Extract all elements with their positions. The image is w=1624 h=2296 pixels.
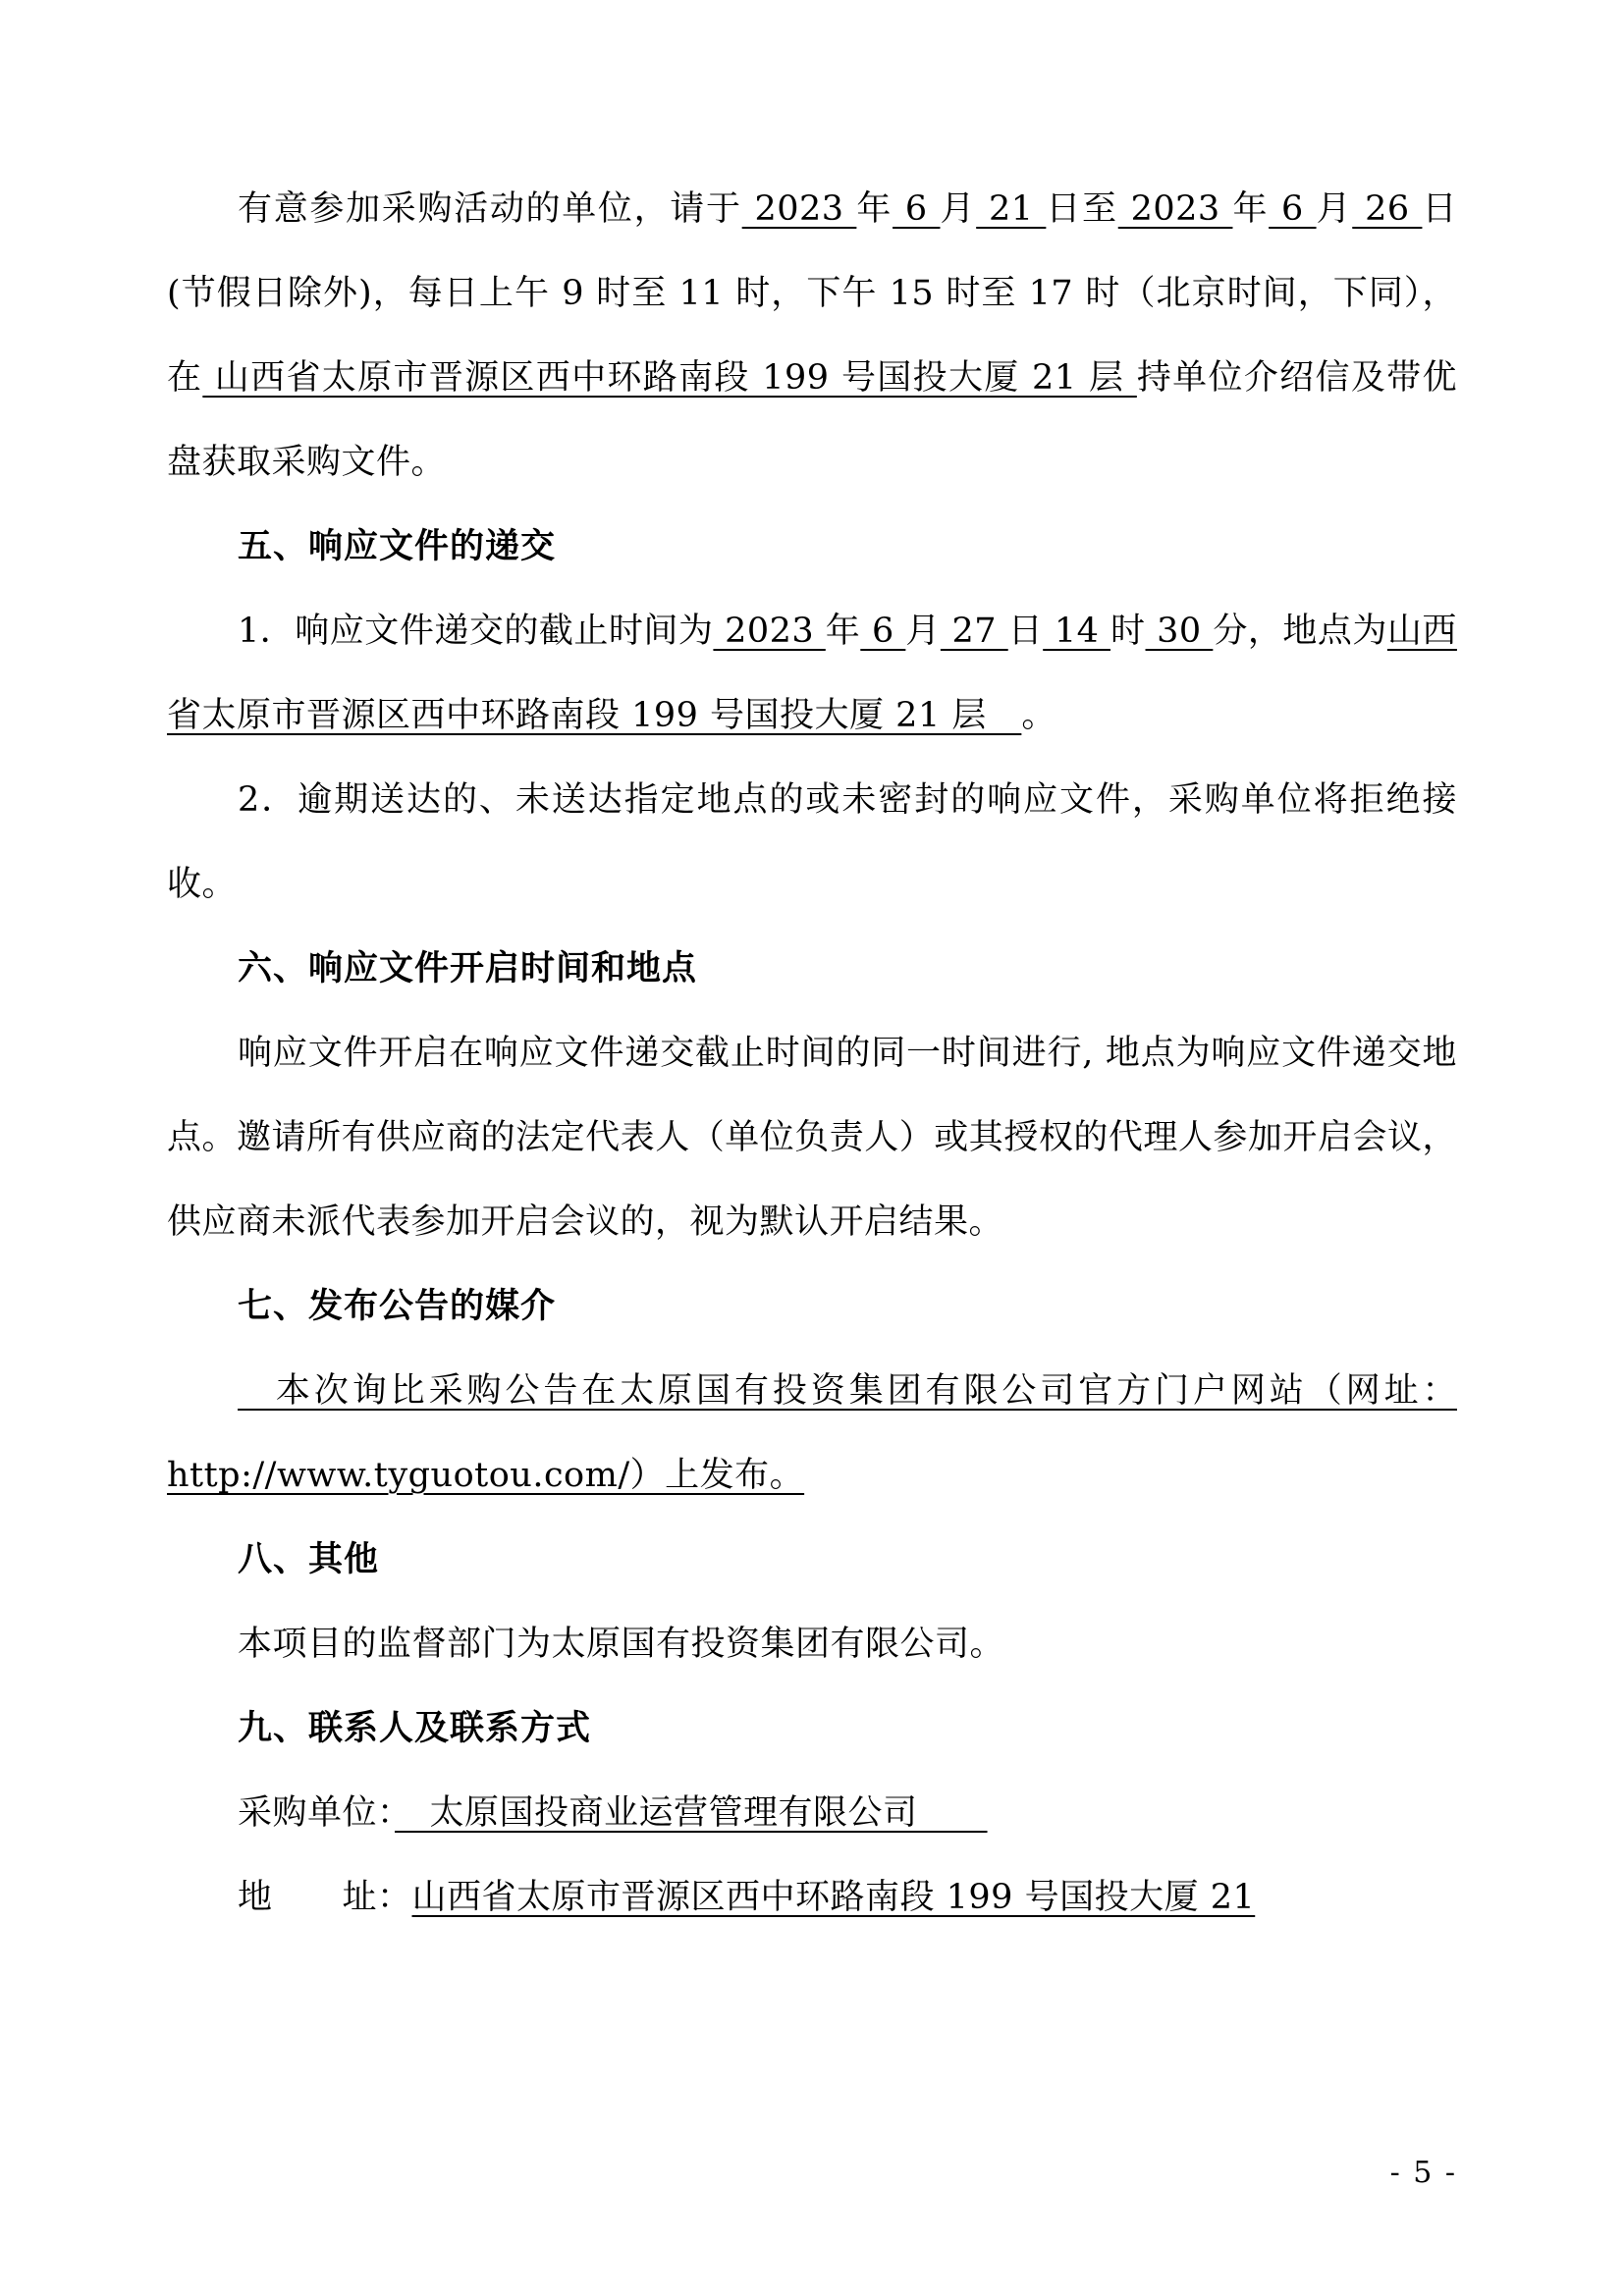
- underlined-fill-in: 14: [1043, 612, 1111, 651]
- body-paragraph: [167, 1011, 1457, 1264]
- body-paragraph: [167, 589, 1457, 758]
- text-run: 。: [1021, 696, 1056, 735]
- underlined-fill-in: 6: [1269, 189, 1317, 229]
- text-run: 年: [1232, 189, 1270, 229]
- page-number: - 5 -: [1389, 2156, 1457, 2190]
- underlined-fill-in: 2023: [713, 612, 826, 651]
- text-run: 1．响应文件递交的截止时间为: [238, 612, 714, 651]
- underlined-fill-in: 27: [940, 612, 1008, 651]
- text-run: 本项目的监督部门为太原国有投资集团有限公司。: [238, 1625, 1005, 1664]
- body-paragraph: [167, 1349, 1457, 1518]
- text-run: 采购单位：: [238, 1793, 396, 1833]
- body-paragraph: [167, 758, 1457, 927]
- underlined-fill-in: 2023: [741, 189, 857, 229]
- text-run: 日(节假日除外)，每日上午 9 时至 11 时，下午 15 时至 17 时（北京时间，下同），在: [167, 189, 1457, 398]
- text-run: 年: [856, 189, 893, 229]
- text-run: 日至: [1046, 189, 1118, 229]
- document-body: [167, 167, 1457, 1940]
- section-heading: 八、其他: [238, 1539, 380, 1579]
- body-paragraph: [167, 1855, 1457, 1940]
- text-run: 持单位介绍信及带优盘获取采购文件。: [167, 358, 1457, 482]
- underlined-fill-in: 30: [1145, 612, 1214, 651]
- text-run: 年: [825, 612, 861, 651]
- body-paragraph: [167, 1771, 1457, 1855]
- underlined-fill-in: 2023: [1117, 189, 1233, 229]
- underlined-fill-in: 26: [1352, 189, 1423, 229]
- text-run: 2．逾期送达的、未送达指定地点的或未密封的响应文件，采购单位将拒绝接收。: [167, 780, 1457, 904]
- body-paragraph: [167, 167, 1457, 505]
- text-run: 分，地点为: [1213, 612, 1387, 651]
- text-run: 有意参加采购活动的单位，请于: [238, 189, 742, 229]
- section-heading: 九、联系人及联系方式: [238, 1708, 592, 1748]
- section-heading: 五、响应文件的递交: [238, 526, 557, 566]
- text-run: 日: [1007, 612, 1044, 651]
- body-paragraph: [167, 1602, 1457, 1686]
- text-run: 月: [940, 189, 977, 229]
- section-heading: 六、响应文件开启时间和地点: [238, 948, 698, 988]
- underlined-fill-in: 6: [860, 612, 906, 651]
- text-run: 时: [1110, 612, 1146, 651]
- text-run: 响应文件开启在响应文件递交截止时间的同一时间进行, 地点为响应文件递交地点。邀请所有供应商的法定代表人（单位负责人）或其授权的代理人参加开启会议，供应商未派代表参加开启会议的，视为默认开启结果。: [167, 1034, 1457, 1242]
- underlined-fill-in: 太原国投商业运营管理有限公司: [395, 1793, 988, 1833]
- underlined-fill-in: 21: [976, 189, 1047, 229]
- underlined-fill-in: 山西省太原市晋源区西中环路南段 199 号国投大厦 21: [411, 1878, 1256, 1917]
- section-heading: 七、发布公告的媒介: [238, 1286, 557, 1326]
- underlined-fill-in: 6: [893, 189, 941, 229]
- text-run: 月: [905, 612, 941, 651]
- text-run: 月: [1316, 189, 1353, 229]
- underlined-fill-in: 山西省太原市晋源区西中环路南段 199 号国投大厦 21 层: [167, 612, 1457, 735]
- underlined-fill-in: 本次询比采购公告在太原国有投资集团有限公司官方门户网站（网址：http://www.tyguotou.com/）上发布。: [167, 1371, 1457, 1495]
- underlined-fill-in: 山西省太原市晋源区西中环路南段 199 号国投大厦 21 层: [202, 358, 1137, 398]
- text-run: 地 址：: [238, 1878, 412, 1917]
